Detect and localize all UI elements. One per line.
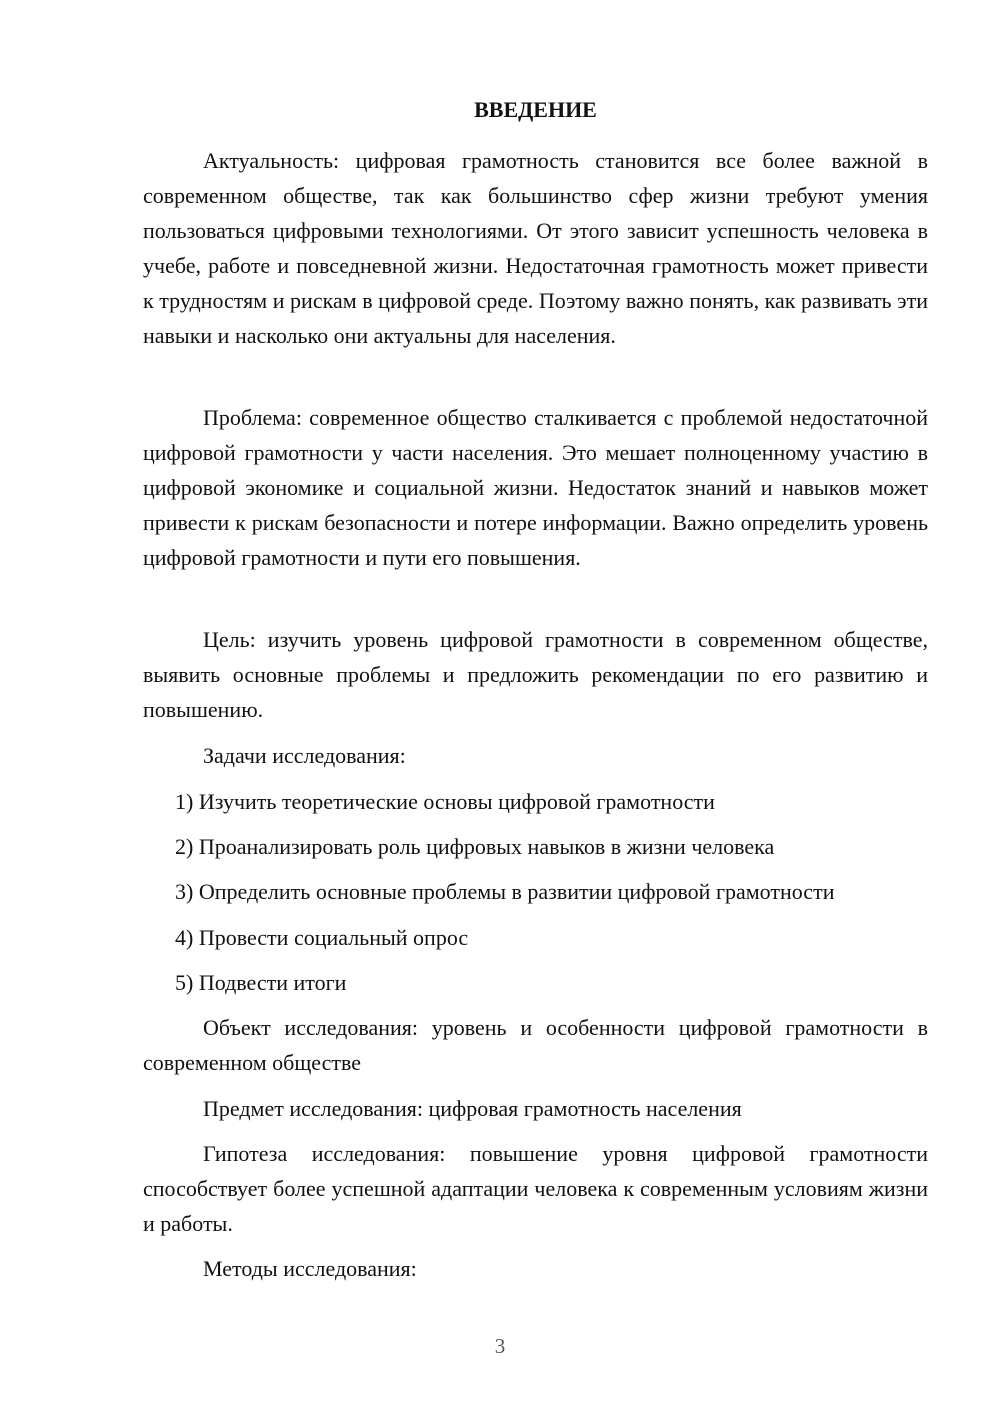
tasks-heading: Задачи исследования: bbox=[203, 743, 406, 768]
page-title: ВВЕДЕНИЕ bbox=[474, 97, 597, 122]
paragraph-subject: Предмет исследования: цифровая грамотность населения bbox=[203, 1096, 742, 1121]
task-item: 5) Подвести итоги bbox=[175, 970, 347, 995]
paragraph-goal: Цель: изучить уровень цифровой грамотности в современном обществе, выявить основные проблемы и предложить рекомендации по его развитию и повышению. bbox=[143, 627, 928, 722]
paragraph-hypothesis: Гипотеза исследования: повышение уровня цифровой грамотности способствует более успешной адаптации человека к современным условиям жизни и работы. bbox=[143, 1141, 928, 1236]
task-item: 4) Провести социальный опрос bbox=[175, 925, 469, 950]
methods-heading: Методы исследования: bbox=[203, 1256, 417, 1281]
task-item: 1) Изучить теоретические основы цифровой грамотности bbox=[175, 789, 715, 814]
page-number: 3 bbox=[494, 1334, 506, 1358]
paragraph-relevance: Актуальность: цифровая грамотность становится все более важной в современном обществе, так как большинство сфер жизни требуют умения пользоваться цифровыми технологиями. От этого зависит успешность человека в учебе, работе и повседневной жизни. Недостаточная грамотность может привести к трудностям и рискам в цифровой среде. Поэтому важно понять, как развивать эти навыки и насколько они актуальны для населения. bbox=[143, 148, 928, 348]
task-item: 3) Определить основные проблемы в развитии цифровой грамотности bbox=[175, 879, 835, 904]
paragraph-object: Объект исследования: уровень и особенности цифровой грамотности в современном обществе bbox=[143, 1015, 928, 1075]
task-item: 2) Проанализировать роль цифровых навыков в жизни человека bbox=[175, 834, 775, 859]
paragraph-problem: Проблема: современное общество сталкивается с проблемой недостаточной цифровой грамотности у части населения. Это мешает полноценному участию в цифровой экономике и социальной жизни. Недостаток знаний и навыков может привести к рискам безопасности и потере информации. Важно определить уровень цифровой грамотности и пути его повышения. bbox=[143, 405, 928, 570]
